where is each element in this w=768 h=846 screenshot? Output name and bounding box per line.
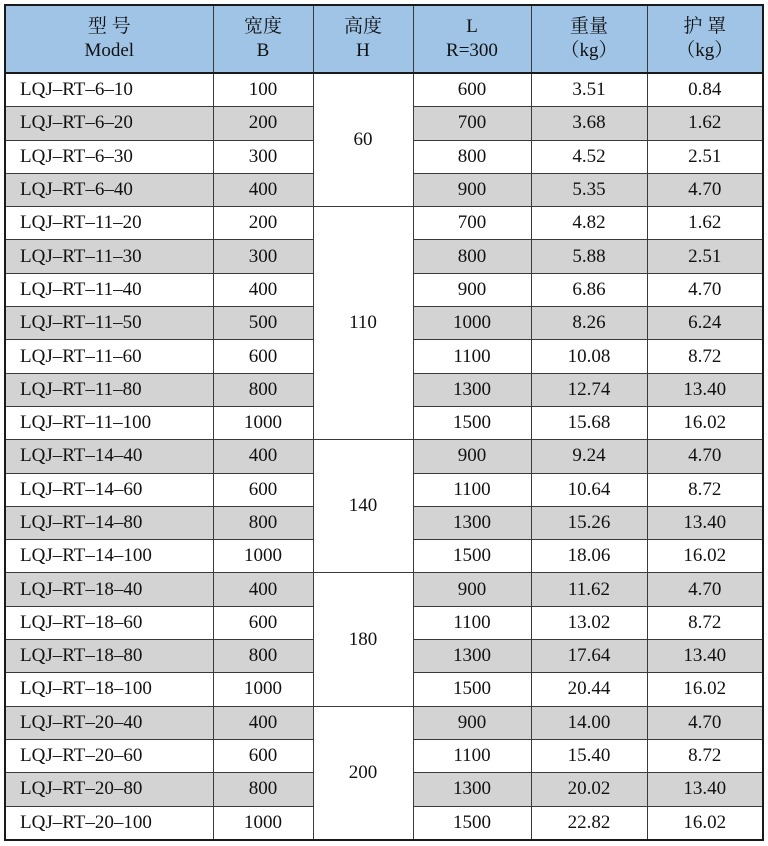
header-height	[313, 5, 413, 73]
model-cell: LQJ–RT–14–40	[5, 440, 213, 473]
header-height-cn: 高度	[343, 16, 382, 37]
weight-cell: 11.62	[531, 573, 647, 606]
length-cell: 800	[413, 240, 531, 273]
header-weight-cn: 重量	[569, 16, 608, 37]
cover-weight-cell: 1.62	[647, 107, 763, 140]
model-cell: LQJ–RT–11–50	[5, 307, 213, 340]
header-weight-unit: （kg）	[560, 40, 618, 61]
weight-cell: 6.86	[531, 273, 647, 306]
cover-weight-cell: 8.72	[647, 340, 763, 373]
length-cell: 1500	[413, 540, 531, 573]
width-cell: 300	[213, 140, 313, 173]
model-cell: LQJ–RT–11–60	[5, 340, 213, 373]
header-cover-cn: 护 罩	[683, 16, 727, 37]
length-cell: 900	[413, 273, 531, 306]
model-cell: LQJ–RT–6–40	[5, 173, 213, 206]
cover-weight-cell: 8.72	[647, 606, 763, 639]
weight-cell: 15.26	[531, 506, 647, 539]
width-cell: 200	[213, 107, 313, 140]
header-model	[5, 5, 213, 73]
weight-cell: 9.24	[531, 440, 647, 473]
cover-weight-cell: 1.62	[647, 207, 763, 240]
height-cell: 110	[313, 207, 413, 440]
model-cell: LQJ–RT–11–80	[5, 373, 213, 406]
model-cell: LQJ–RT–6–30	[5, 140, 213, 173]
height-cell: 60	[313, 73, 413, 207]
cover-weight-cell: 8.72	[647, 739, 763, 772]
header-width-symbol: B	[256, 40, 270, 61]
weight-cell: 4.82	[531, 207, 647, 240]
width-cell: 200	[213, 207, 313, 240]
header-width	[213, 5, 313, 73]
weight-cell: 15.40	[531, 739, 647, 772]
table-row	[5, 706, 763, 739]
cover-weight-cell: 4.70	[647, 173, 763, 206]
cover-weight-cell: 16.02	[647, 540, 763, 573]
length-cell: 700	[413, 207, 531, 240]
cover-weight-cell: 13.40	[647, 773, 763, 806]
header-weight	[531, 5, 647, 73]
length-cell: 1500	[413, 673, 531, 706]
header-width-cn: 宽度	[243, 16, 282, 37]
cover-weight-cell: 4.70	[647, 273, 763, 306]
cover-weight-cell: 13.40	[647, 640, 763, 673]
width-cell: 600	[213, 606, 313, 639]
length-cell: 1300	[413, 773, 531, 806]
model-cell: LQJ–RT–18–40	[5, 573, 213, 606]
model-cell: LQJ–RT–11–40	[5, 273, 213, 306]
model-cell: LQJ–RT–11–20	[5, 207, 213, 240]
length-cell: 700	[413, 107, 531, 140]
cover-weight-cell: 13.40	[647, 506, 763, 539]
width-cell: 1000	[213, 406, 313, 439]
cover-weight-cell: 6.24	[647, 307, 763, 340]
header-cover-unit: （kg）	[676, 40, 734, 61]
header-height-symbol: H	[356, 40, 370, 61]
weight-cell: 20.02	[531, 773, 647, 806]
header-length-symbol: L	[466, 16, 478, 37]
header-length-radius: R=300	[446, 40, 498, 61]
weight-cell: 18.06	[531, 540, 647, 573]
width-cell: 400	[213, 440, 313, 473]
model-cell: LQJ–RT–20–80	[5, 773, 213, 806]
cover-weight-cell: 8.72	[647, 473, 763, 506]
width-cell: 600	[213, 340, 313, 373]
weight-cell: 5.88	[531, 240, 647, 273]
length-cell: 1300	[413, 373, 531, 406]
model-cell: LQJ–RT–11–100	[5, 406, 213, 439]
cover-weight-cell: 4.70	[647, 573, 763, 606]
weight-cell: 13.02	[531, 606, 647, 639]
height-cell: 180	[313, 573, 413, 706]
length-cell: 1300	[413, 506, 531, 539]
width-cell: 800	[213, 373, 313, 406]
cover-weight-cell: 0.84	[647, 73, 763, 107]
width-cell: 600	[213, 473, 313, 506]
model-cell: LQJ–RT–18–100	[5, 673, 213, 706]
length-cell: 900	[413, 440, 531, 473]
width-cell: 400	[213, 273, 313, 306]
header-row	[5, 5, 763, 73]
table-body	[5, 73, 763, 840]
length-cell: 800	[413, 140, 531, 173]
length-cell: 900	[413, 173, 531, 206]
height-cell: 200	[313, 706, 413, 840]
weight-cell: 12.74	[531, 373, 647, 406]
width-cell: 600	[213, 739, 313, 772]
length-cell: 1100	[413, 340, 531, 373]
length-cell: 1500	[413, 806, 531, 840]
cover-weight-cell: 2.51	[647, 140, 763, 173]
weight-cell: 20.44	[531, 673, 647, 706]
model-cell: LQJ–RT–6–10	[5, 73, 213, 107]
width-cell: 400	[213, 573, 313, 606]
length-cell: 1100	[413, 473, 531, 506]
table-row	[5, 573, 763, 606]
model-cell: LQJ–RT–20–60	[5, 739, 213, 772]
width-cell: 300	[213, 240, 313, 273]
model-cell: LQJ–RT–11–30	[5, 240, 213, 273]
header-model-en: Model	[84, 40, 135, 61]
header-model-cn: 型 号	[87, 16, 131, 37]
cover-weight-cell: 13.40	[647, 373, 763, 406]
width-cell: 500	[213, 307, 313, 340]
width-cell: 100	[213, 73, 313, 107]
length-cell: 1300	[413, 640, 531, 673]
model-cell: LQJ–RT–14–100	[5, 540, 213, 573]
weight-cell: 3.51	[531, 73, 647, 107]
width-cell: 1000	[213, 673, 313, 706]
length-cell: 900	[413, 706, 531, 739]
header-length	[413, 5, 531, 73]
cover-weight-cell: 16.02	[647, 406, 763, 439]
table-row	[5, 73, 763, 107]
length-cell: 1500	[413, 406, 531, 439]
weight-cell: 10.64	[531, 473, 647, 506]
cover-weight-cell: 16.02	[647, 806, 763, 840]
table-row	[5, 440, 763, 473]
table-header	[5, 5, 763, 73]
header-cover	[647, 5, 763, 73]
weight-cell: 17.64	[531, 640, 647, 673]
cover-weight-cell: 2.51	[647, 240, 763, 273]
length-cell: 1100	[413, 606, 531, 639]
width-cell: 1000	[213, 540, 313, 573]
width-cell: 800	[213, 773, 313, 806]
length-cell: 1100	[413, 739, 531, 772]
model-cell: LQJ–RT–18–80	[5, 640, 213, 673]
weight-cell: 8.26	[531, 307, 647, 340]
model-cell: LQJ–RT–20–100	[5, 806, 213, 840]
model-cell: LQJ–RT–6–20	[5, 107, 213, 140]
table-row	[5, 207, 763, 240]
model-cell: LQJ–RT–20–40	[5, 706, 213, 739]
model-cell: LQJ–RT–14–60	[5, 473, 213, 506]
weight-cell: 22.82	[531, 806, 647, 840]
spec-table	[4, 4, 764, 841]
cover-weight-cell: 4.70	[647, 440, 763, 473]
height-cell: 140	[313, 440, 413, 573]
weight-cell: 10.08	[531, 340, 647, 373]
width-cell: 400	[213, 706, 313, 739]
length-cell: 600	[413, 73, 531, 107]
weight-cell: 14.00	[531, 706, 647, 739]
weight-cell: 3.68	[531, 107, 647, 140]
weight-cell: 15.68	[531, 406, 647, 439]
cover-weight-cell: 4.70	[647, 706, 763, 739]
model-cell: LQJ–RT–14–80	[5, 506, 213, 539]
length-cell: 900	[413, 573, 531, 606]
weight-cell: 5.35	[531, 173, 647, 206]
width-cell: 800	[213, 640, 313, 673]
model-cell: LQJ–RT–18–60	[5, 606, 213, 639]
length-cell: 1000	[413, 307, 531, 340]
cover-weight-cell: 16.02	[647, 673, 763, 706]
width-cell: 1000	[213, 806, 313, 840]
width-cell: 400	[213, 173, 313, 206]
weight-cell: 4.52	[531, 140, 647, 173]
spec-table-container	[4, 4, 762, 839]
width-cell: 800	[213, 506, 313, 539]
